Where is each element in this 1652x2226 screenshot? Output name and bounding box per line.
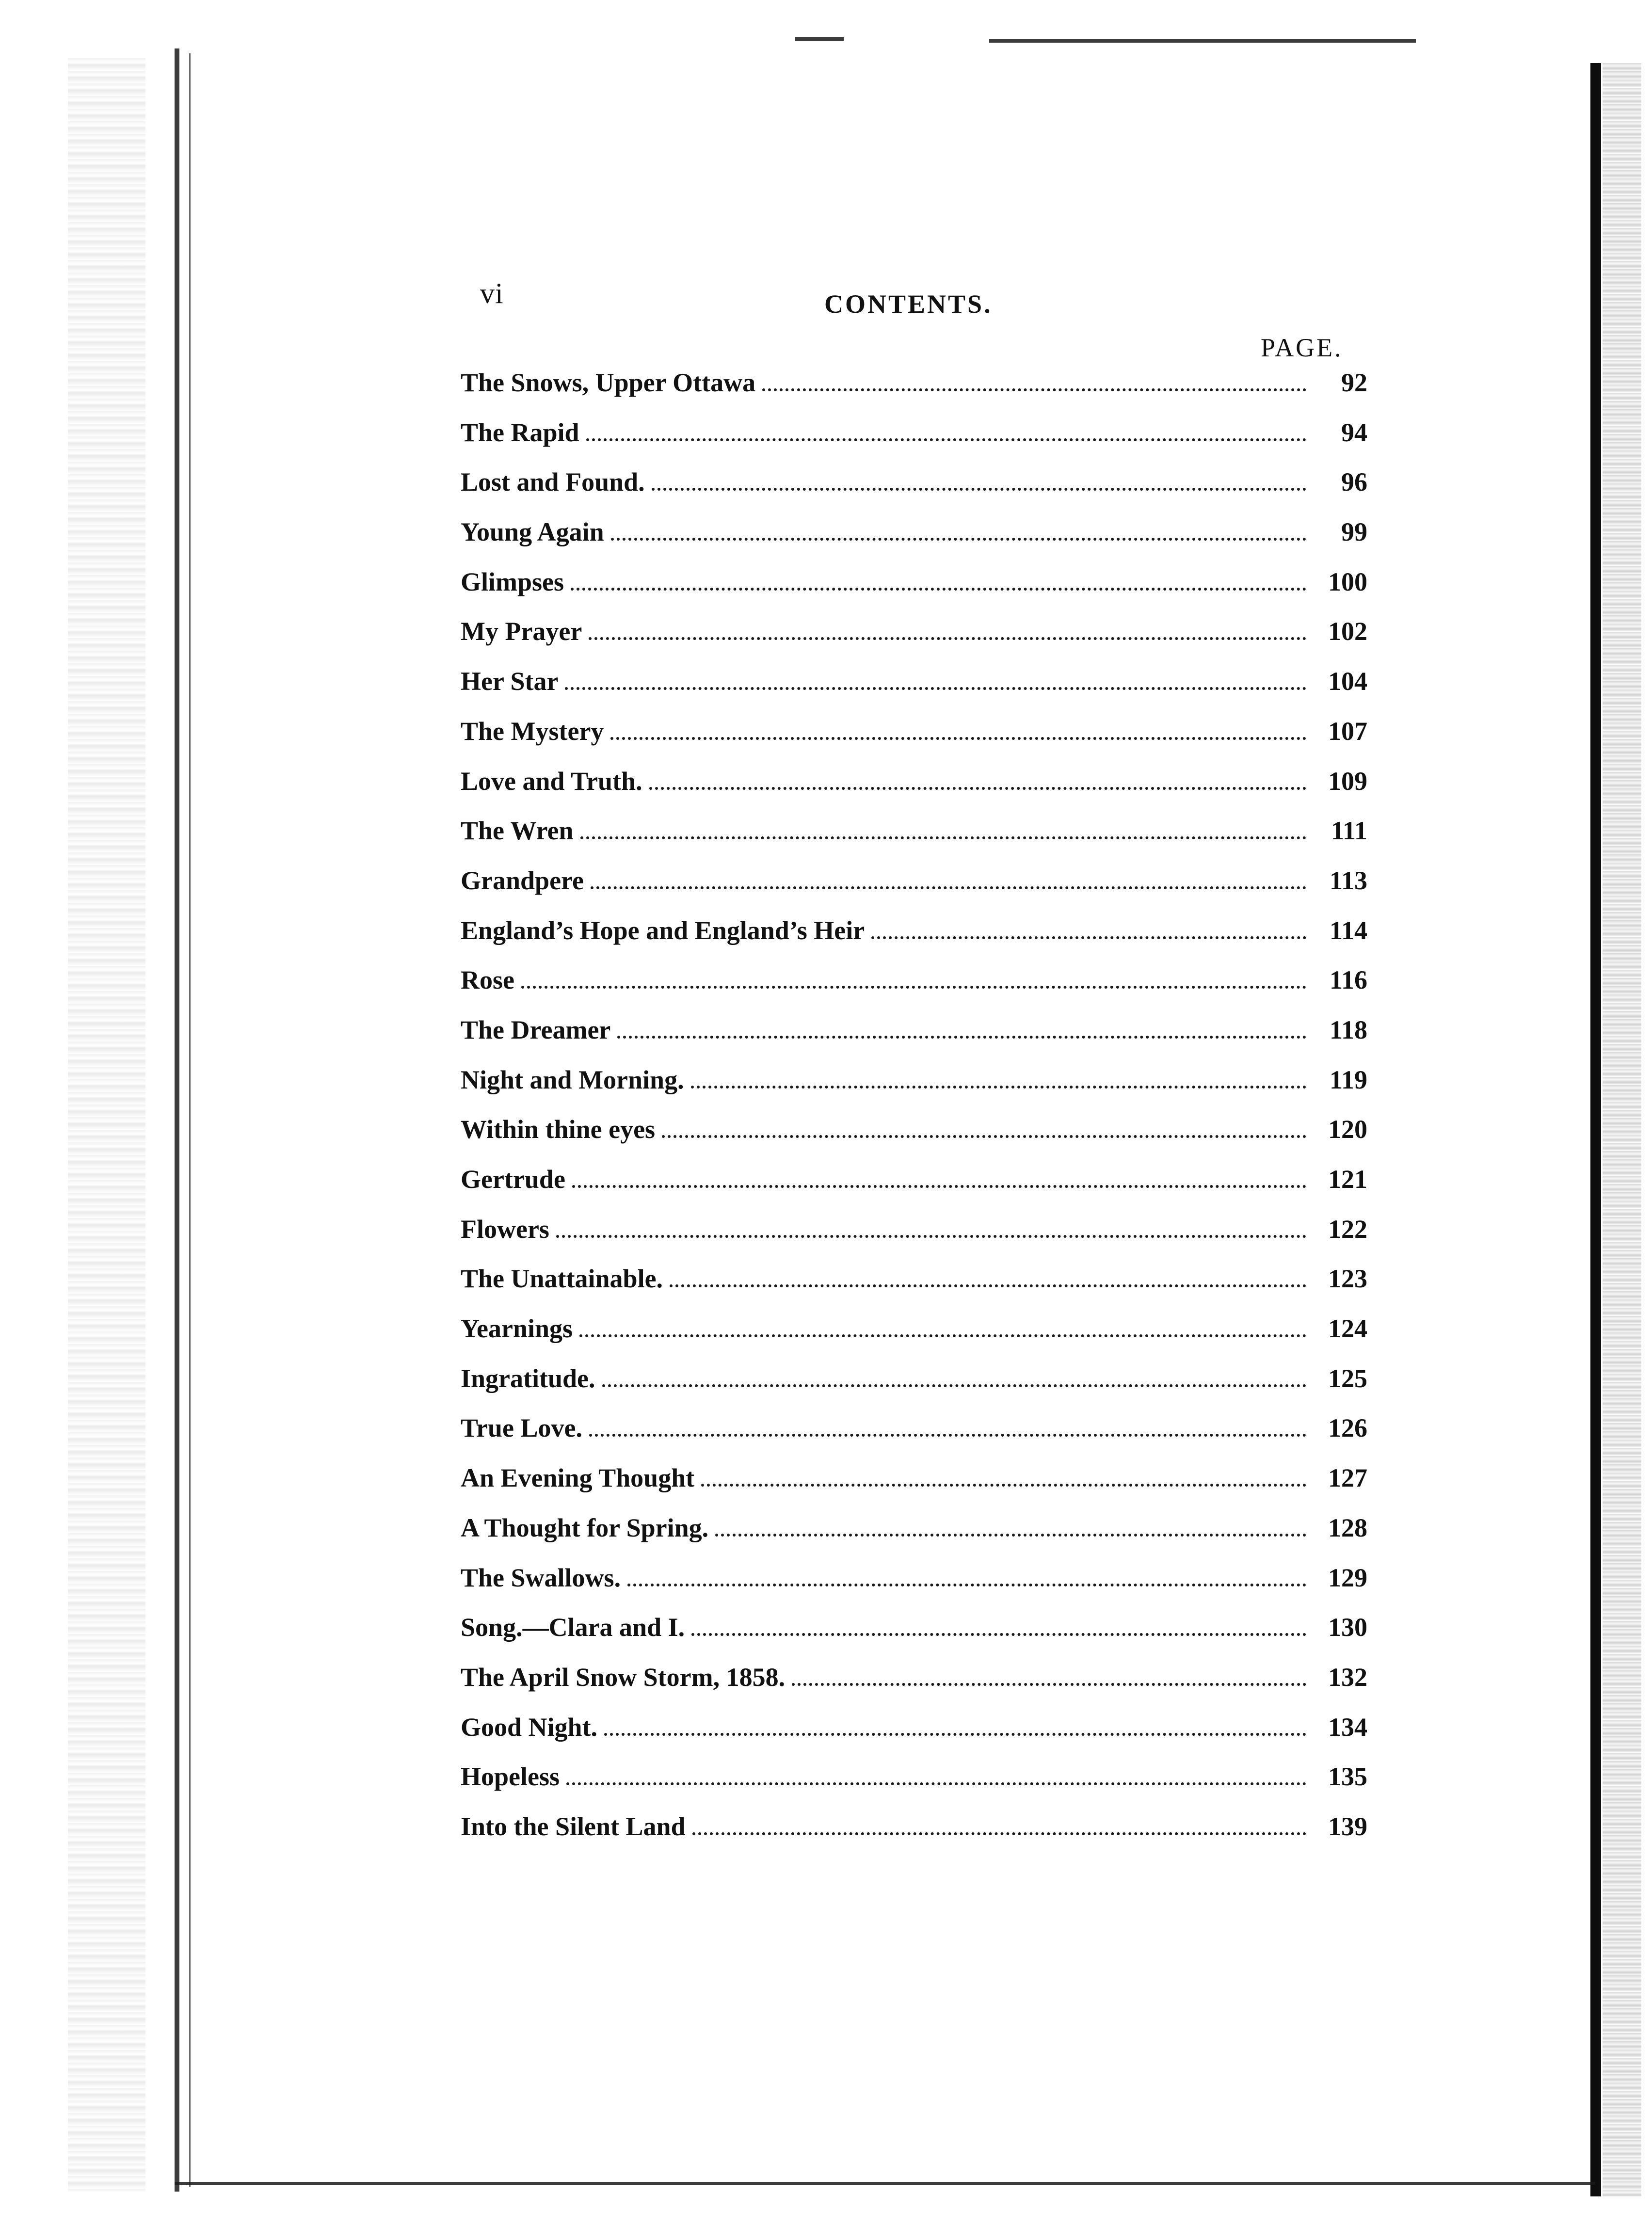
toc-entry-title: Night and Morning. <box>461 1065 684 1094</box>
toc-dot-leader <box>604 1733 1306 1736</box>
page-border-left-inner <box>189 53 191 2187</box>
toc-entry <box>461 756 1367 806</box>
toc-entry <box>461 657 1367 706</box>
toc-dot-leader <box>521 986 1306 989</box>
toc-entry-page: 96 <box>1341 467 1367 497</box>
toc-entry-title: Glimpses <box>461 567 564 596</box>
toc-entry-page: 94 <box>1341 417 1367 447</box>
toc-entry-title: Lost and Found. <box>461 467 645 497</box>
toc-entry-title: Grandpere <box>461 865 584 895</box>
toc-entry-page: 122 <box>1328 1214 1367 1244</box>
page-border-left <box>175 48 179 2192</box>
toc-entry <box>461 1354 1367 1404</box>
toc-dot-leader <box>691 1633 1306 1636</box>
toc-entry-title: Into the Silent Land <box>461 1811 686 1841</box>
toc-dot-leader <box>652 488 1306 491</box>
toc-dot-leader <box>691 1086 1306 1089</box>
toc-entry <box>461 1254 1367 1304</box>
toc-dot-leader <box>565 687 1306 690</box>
toc-dot-leader <box>556 1235 1306 1238</box>
toc-entry-page: 116 <box>1329 965 1367 995</box>
toc-dot-leader <box>566 1782 1306 1785</box>
toc-dot-leader <box>701 1484 1306 1487</box>
toc-entry-title: Ingratitude. <box>461 1363 595 1393</box>
page-border-top <box>989 39 1416 43</box>
toc-entry-title: The Snows, Upper Ottawa <box>461 368 756 397</box>
toc-entry-page: 135 <box>1328 1762 1367 1792</box>
toc-entry-page: 125 <box>1328 1363 1367 1393</box>
toc-entry-page: 118 <box>1329 1015 1367 1044</box>
page-title: CONTENTS. <box>824 289 993 319</box>
toc-entry <box>461 1304 1367 1354</box>
toc-entry-page: 109 <box>1328 766 1367 796</box>
toc-entry <box>461 457 1367 507</box>
toc-entry-title: An Evening Thought <box>461 1463 695 1493</box>
toc-entry-title: Rose <box>461 965 514 995</box>
toc-entry <box>461 557 1367 607</box>
toc-entry-title: Good Night. <box>461 1712 598 1742</box>
toc-entry-title: Gertrude <box>461 1165 565 1194</box>
page-column-label: PAGE. <box>1261 333 1343 362</box>
toc-dot-leader <box>792 1683 1306 1686</box>
toc-entry-title: Within thine eyes <box>461 1115 656 1144</box>
toc-dot-leader <box>627 1584 1306 1586</box>
toc-entry-page: 114 <box>1329 915 1367 945</box>
toc-entry <box>461 607 1367 657</box>
page-number: vi <box>480 277 504 309</box>
toc-entry <box>461 1702 1367 1752</box>
page-edge-shadow-left <box>68 58 145 2192</box>
toc-entry-title: Young Again <box>461 517 604 547</box>
toc-entry-title: Yearnings <box>461 1314 573 1344</box>
toc-entry <box>461 955 1367 1005</box>
toc-dot-leader <box>715 1534 1306 1537</box>
toc-entry <box>461 1752 1367 1802</box>
toc-entry-title: True Love. <box>461 1413 582 1443</box>
toc-entry <box>461 507 1367 557</box>
toc-entry <box>461 408 1367 458</box>
toc-entry <box>461 1105 1367 1154</box>
toc-entry <box>461 1503 1367 1553</box>
toc-entry <box>461 1403 1367 1453</box>
toc-entry <box>461 706 1367 756</box>
toc-dot-leader <box>611 538 1306 541</box>
toc-entry-page: 104 <box>1328 667 1367 696</box>
toc-entry-title: England’s Hope and England’s Heir <box>461 915 865 945</box>
toc-entry-page: 126 <box>1328 1413 1367 1443</box>
toc-dot-leader <box>649 787 1306 790</box>
toc-entry-title: Hopeless <box>461 1762 560 1792</box>
toc-entry-page: 134 <box>1328 1712 1367 1742</box>
toc-dot-leader <box>610 737 1306 740</box>
toc-entry-title: Song.—Clara and I. <box>461 1613 685 1642</box>
toc-entry-page: 119 <box>1329 1065 1367 1094</box>
toc-entry-title: The Swallows. <box>461 1563 621 1592</box>
toc-entry <box>461 1055 1367 1105</box>
toc-entry-page: 111 <box>1331 816 1367 846</box>
toc-entry-page: 139 <box>1328 1811 1367 1841</box>
toc-entry <box>461 1602 1367 1652</box>
toc-dot-leader <box>617 1036 1306 1039</box>
toc-entry-page: 130 <box>1328 1613 1367 1642</box>
page-border-bottom <box>175 2182 1595 2185</box>
toc-entry-page: 124 <box>1328 1314 1367 1344</box>
page-border-top-mark <box>795 37 844 41</box>
toc-entry-title: The Rapid <box>461 417 579 447</box>
toc-dot-leader <box>589 637 1306 640</box>
toc-dot-leader <box>692 1832 1306 1835</box>
toc-entry-title: Flowers <box>461 1214 549 1244</box>
toc-entry-page: 113 <box>1329 865 1367 895</box>
toc-dot-leader <box>571 588 1306 591</box>
toc-dot-leader <box>762 388 1306 391</box>
toc-entry-title: The Unattainable. <box>461 1264 663 1294</box>
toc-entry <box>461 1553 1367 1603</box>
toc-dot-leader <box>602 1384 1306 1387</box>
toc-entry-page: 100 <box>1328 567 1367 596</box>
toc-entry <box>461 1652 1367 1702</box>
toc-dot-leader <box>871 936 1306 939</box>
toc-entry-page: 123 <box>1328 1264 1367 1294</box>
toc-entry-page: 129 <box>1328 1563 1367 1592</box>
toc-entry-page: 132 <box>1328 1662 1367 1692</box>
toc-entry <box>461 358 1367 408</box>
toc-dot-leader <box>572 1185 1306 1188</box>
toc-entry <box>461 806 1367 856</box>
toc-dot-leader <box>670 1284 1306 1287</box>
toc-entry <box>461 1453 1367 1503</box>
toc-entry <box>461 1005 1367 1055</box>
toc-entry-title: Her Star <box>461 667 559 696</box>
toc-entry <box>461 1802 1367 1852</box>
toc-entry-page: 127 <box>1328 1463 1367 1493</box>
toc-entry-page: 99 <box>1341 517 1367 547</box>
toc-dot-leader <box>579 1334 1306 1337</box>
toc-dot-leader <box>586 438 1306 441</box>
toc-entry <box>461 1204 1367 1254</box>
toc-dot-leader <box>580 836 1306 839</box>
table-of-contents <box>461 358 1367 1852</box>
toc-dot-leader <box>589 1434 1306 1437</box>
toc-entry-title: The Wren <box>461 816 574 846</box>
toc-entry-page: 128 <box>1328 1513 1367 1542</box>
toc-entry-title: A Thought for Spring. <box>461 1513 709 1542</box>
toc-dot-leader <box>591 886 1306 889</box>
toc-entry-page: 102 <box>1328 617 1367 646</box>
toc-entry-title: The April Snow Storm, 1858. <box>461 1662 786 1692</box>
toc-entry-page: 121 <box>1328 1165 1367 1194</box>
toc-entry <box>461 1154 1367 1204</box>
toc-entry-page: 92 <box>1341 368 1367 397</box>
toc-dot-leader <box>662 1135 1306 1138</box>
toc-entry <box>461 856 1367 906</box>
toc-entry-title: The Dreamer <box>461 1015 611 1044</box>
page-border-right <box>1590 63 1601 2196</box>
toc-entry-page: 107 <box>1328 716 1367 746</box>
toc-entry-title: Love and Truth. <box>461 766 642 796</box>
toc-entry-title: The Mystery <box>461 716 604 746</box>
page-edge-shadow-right <box>1603 63 1641 2196</box>
toc-entry-title: My Prayer <box>461 617 582 646</box>
toc-entry-page: 120 <box>1328 1115 1367 1144</box>
toc-entry <box>461 906 1367 956</box>
